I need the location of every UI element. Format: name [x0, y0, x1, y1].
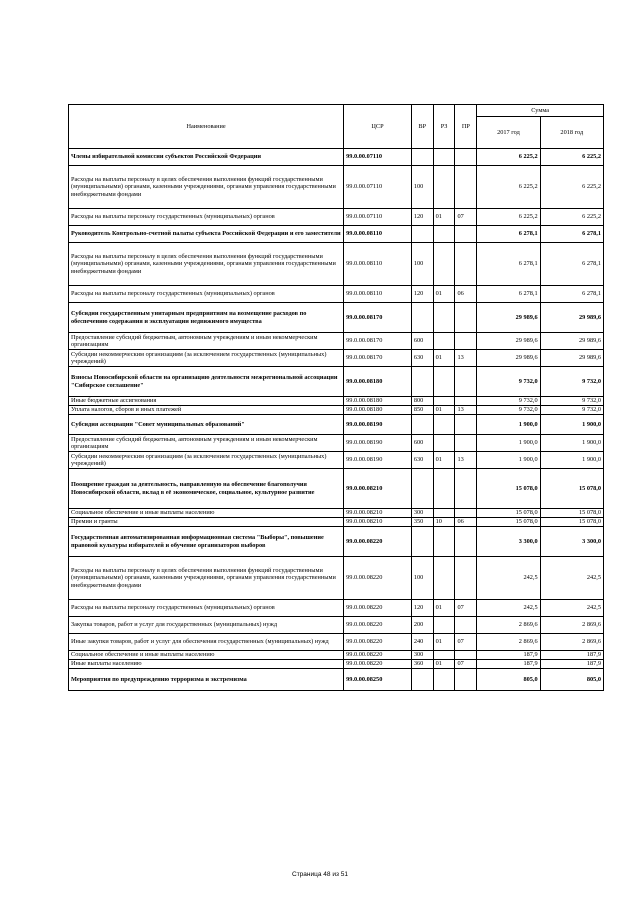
cell-pr: 13: [455, 406, 477, 415]
cell-vr: [411, 469, 433, 509]
cell-vr: 800: [411, 397, 433, 406]
cell-csr: 99.0.00.08210: [344, 469, 412, 509]
cell-pr: 06: [455, 286, 477, 303]
cell-2018: 6 278,1: [540, 226, 603, 243]
table-row: [69, 509, 604, 518]
cell-2017: 6 278,1: [477, 226, 540, 243]
cell-2017: 15 078,0: [477, 509, 540, 518]
cell-name: Субсидия ассоциации "Совет муниципальных образований": [69, 415, 344, 435]
cell-2018: 9 732,0: [540, 397, 603, 406]
table-row: [69, 435, 604, 452]
cell-2018: 6 225,2: [540, 149, 603, 166]
cell-2017: 187,9: [477, 651, 540, 660]
cell-name: Социальное обеспечение и иные выплаты населению: [69, 509, 344, 518]
table-row: [69, 333, 604, 350]
cell-2017: 9 732,0: [477, 397, 540, 406]
cell-csr: 99.0.00.08170: [344, 303, 412, 333]
cell-2018: 1 900,0: [540, 415, 603, 435]
table-row: [69, 660, 604, 669]
cell-pr: [455, 527, 477, 557]
cell-name: Иные бюджетные ассигнования: [69, 397, 344, 406]
cell-csr: 99.0.00.08190: [344, 435, 412, 452]
cell-vr: 300: [411, 509, 433, 518]
cell-rz: [433, 509, 455, 518]
cell-2018: 3 300,0: [540, 527, 603, 557]
cell-pr: [455, 149, 477, 166]
cell-csr: 99.0.00.08170: [344, 350, 412, 367]
cell-2018: 15 078,0: [540, 518, 603, 527]
cell-pr: [455, 243, 477, 286]
header-sum: Сумма: [477, 105, 604, 117]
cell-2018: 187,9: [540, 660, 603, 669]
cell-2017: 3 300,0: [477, 527, 540, 557]
cell-2018: 242,5: [540, 557, 603, 600]
cell-pr: [455, 617, 477, 634]
cell-rz: [433, 166, 455, 209]
cell-rz: 01: [433, 350, 455, 367]
cell-csr: 99.0.00.08220: [344, 557, 412, 600]
cell-2017: 2 869,6: [477, 617, 540, 634]
table-row: [69, 452, 604, 469]
cell-rz: [433, 527, 455, 557]
cell-csr: 99.0.00.08110: [344, 286, 412, 303]
header-pr: ПР: [455, 105, 477, 149]
table-row: [69, 669, 604, 691]
table-row: [69, 527, 604, 557]
cell-name: Иные выплаты населению: [69, 660, 344, 669]
table-row: [69, 651, 604, 660]
cell-name: Субсидии некоммерческим организациям (за исключением государственных (муниципальных) учреждений): [69, 350, 344, 367]
cell-vr: 630: [411, 452, 433, 469]
cell-name: Предоставление субсидий бюджетным, автономным учреждениям и иным некоммерческим организациям: [69, 435, 344, 452]
cell-vr: [411, 415, 433, 435]
cell-vr: 100: [411, 166, 433, 209]
table-row: [69, 350, 604, 367]
cell-pr: [455, 367, 477, 397]
table-row: [69, 557, 604, 600]
cell-name: Закупка товаров, работ и услуг для государственных (муниципальных) нужд: [69, 617, 344, 634]
cell-2017: 29 989,6: [477, 350, 540, 367]
cell-2017: 6 225,2: [477, 166, 540, 209]
cell-name: Расходы на выплаты персоналу в целях обеспечения выполнения функций государственными (муниципальными) органами, казенными учреждениями, органами управления государственными внебюджетными фондами: [69, 166, 344, 209]
cell-vr: 100: [411, 557, 433, 600]
cell-pr: [455, 415, 477, 435]
cell-rz: [433, 149, 455, 166]
table-row: [69, 367, 604, 397]
cell-csr: 99.0.00.08220: [344, 660, 412, 669]
cell-2017: 15 078,0: [477, 469, 540, 509]
table-row: [69, 166, 604, 209]
cell-2017: 9 732,0: [477, 406, 540, 415]
cell-rz: [433, 397, 455, 406]
cell-2017: 242,5: [477, 600, 540, 617]
cell-pr: 13: [455, 350, 477, 367]
cell-name: Взносы Новосибирской области на организацию деятельности межрегиональной ассоциации "Сибирское соглашение": [69, 367, 344, 397]
cell-pr: [455, 397, 477, 406]
cell-pr: 07: [455, 634, 477, 651]
cell-csr: 99.0.00.07110: [344, 149, 412, 166]
cell-csr: 99.0.00.08110: [344, 243, 412, 286]
cell-rz: [433, 651, 455, 660]
cell-2017: 6 225,2: [477, 209, 540, 226]
cell-2017: 1 900,0: [477, 452, 540, 469]
cell-pr: [455, 333, 477, 350]
cell-pr: [455, 509, 477, 518]
cell-csr: 99.0.00.08190: [344, 452, 412, 469]
cell-pr: [455, 651, 477, 660]
cell-csr: 99.0.00.08220: [344, 651, 412, 660]
table-row: [69, 415, 604, 435]
cell-rz: 01: [433, 286, 455, 303]
cell-pr: [455, 226, 477, 243]
cell-2017: 187,9: [477, 660, 540, 669]
cell-2017: 805,0: [477, 669, 540, 691]
cell-rz: [433, 367, 455, 397]
cell-2018: 1 900,0: [540, 435, 603, 452]
cell-2017: 29 989,6: [477, 303, 540, 333]
table-row: [69, 303, 604, 333]
cell-vr: 120: [411, 286, 433, 303]
cell-pr: [455, 166, 477, 209]
table-row: [69, 226, 604, 243]
cell-name: Расходы на выплаты персоналу в целях обеспечения выполнения функций государственными (муниципальными) органами, казенными учреждениями, органами управления государственными внебюджетными фондами: [69, 243, 344, 286]
cell-vr: 350: [411, 518, 433, 527]
cell-2017: 9 732,0: [477, 367, 540, 397]
cell-csr: 99.0.00.08110: [344, 226, 412, 243]
cell-2018: 242,5: [540, 600, 603, 617]
cell-2018: 2 869,6: [540, 617, 603, 634]
cell-name: Субсидии некоммерческим организациям (за исключением государственных (муниципальных) учреждений): [69, 452, 344, 469]
header-vr: ВР: [411, 105, 433, 149]
header-csr: ЦСР: [344, 105, 412, 149]
header-year-2018: 2018 год: [540, 117, 603, 149]
cell-2017: 6 225,2: [477, 149, 540, 166]
cell-csr: 99.0.00.08250: [344, 669, 412, 691]
cell-rz: 10: [433, 518, 455, 527]
cell-2018: 1 900,0: [540, 452, 603, 469]
cell-name: Члены избирательной комиссии субъектов Российской Федерации: [69, 149, 344, 166]
cell-2018: 29 989,6: [540, 303, 603, 333]
cell-rz: [433, 557, 455, 600]
cell-vr: 600: [411, 333, 433, 350]
cell-pr: 06: [455, 518, 477, 527]
cell-rz: 01: [433, 600, 455, 617]
cell-name: Государственная автоматизированная информационная система "Выборы", повышение правовой культуры избирателей и обучение организаторов выборов: [69, 527, 344, 557]
cell-rz: [433, 333, 455, 350]
cell-name: Субсидии государственным унитарным предприятиям на возмещение расходов по обеспечению содержания и эксплуатации недвижимого имущества: [69, 303, 344, 333]
cell-csr: 99.0.00.07110: [344, 166, 412, 209]
cell-2018: 6 278,1: [540, 243, 603, 286]
cell-rz: [433, 669, 455, 691]
cell-vr: [411, 303, 433, 333]
table-row: [69, 243, 604, 286]
cell-2018: 15 078,0: [540, 509, 603, 518]
cell-name: Уплата налогов, сборов и иных платежей: [69, 406, 344, 415]
cell-pr: 13: [455, 452, 477, 469]
cell-csr: 99.0.00.08220: [344, 527, 412, 557]
cell-name: Предоставление субсидий бюджетным, автономным учреждениям и иным некоммерческим организациям: [69, 333, 344, 350]
page-number: Страница 48 из 51: [292, 871, 348, 878]
cell-2017: 15 078,0: [477, 518, 540, 527]
cell-vr: 240: [411, 634, 433, 651]
cell-pr: [455, 435, 477, 452]
cell-vr: 300: [411, 651, 433, 660]
cell-rz: [433, 617, 455, 634]
table-row: [69, 406, 604, 415]
cell-vr: 600: [411, 435, 433, 452]
cell-pr: [455, 469, 477, 509]
cell-2018: 15 078,0: [540, 469, 603, 509]
cell-rz: 01: [433, 406, 455, 415]
cell-name: Расходы на выплаты персоналу государственных (муниципальных) органов: [69, 600, 344, 617]
cell-csr: 99.0.00.08180: [344, 367, 412, 397]
cell-name: Руководитель Контрольно-счетной палаты субъекта Российской Федерации и его заместители: [69, 226, 344, 243]
cell-csr: 99.0.00.08180: [344, 406, 412, 415]
header-year-2017: 2017 год: [477, 117, 540, 149]
cell-name: Иные закупки товаров, работ и услуг для обеспечения государственных (муниципальных) нужд: [69, 634, 344, 651]
header-rz: РЗ: [433, 105, 455, 149]
table-body: [69, 149, 604, 691]
budget-table: [68, 104, 604, 691]
cell-csr: 99.0.00.08220: [344, 634, 412, 651]
cell-2018: 187,9: [540, 651, 603, 660]
cell-2017: 6 278,1: [477, 286, 540, 303]
cell-csr: 99.0.00.08210: [344, 518, 412, 527]
cell-2018: 805,0: [540, 669, 603, 691]
cell-vr: 100: [411, 243, 433, 286]
cell-csr: 99.0.00.08210: [344, 509, 412, 518]
cell-2017: 2 869,6: [477, 634, 540, 651]
cell-2018: 9 732,0: [540, 406, 603, 415]
cell-csr: 99.0.00.08180: [344, 397, 412, 406]
cell-2017: 242,5: [477, 557, 540, 600]
table-row: [69, 634, 604, 651]
cell-vr: [411, 527, 433, 557]
cell-csr: 99.0.00.08220: [344, 617, 412, 634]
table-row: [69, 286, 604, 303]
cell-rz: [433, 435, 455, 452]
cell-2017: 29 989,6: [477, 333, 540, 350]
cell-vr: 120: [411, 209, 433, 226]
cell-pr: 07: [455, 660, 477, 669]
cell-csr: 99.0.00.08220: [344, 600, 412, 617]
cell-pr: 07: [455, 209, 477, 226]
cell-pr: [455, 669, 477, 691]
cell-csr: 99.0.00.07110: [344, 209, 412, 226]
cell-name: Социальное обеспечение и иные выплаты населению: [69, 651, 344, 660]
cell-pr: 07: [455, 600, 477, 617]
cell-2018: 6 278,1: [540, 286, 603, 303]
cell-name: Расходы на выплаты персоналу государственных (муниципальных) органов: [69, 209, 344, 226]
table-row: [69, 149, 604, 166]
cell-2018: 6 225,2: [540, 166, 603, 209]
table-header: [69, 105, 604, 149]
table-row: [69, 617, 604, 634]
cell-2018: 6 225,2: [540, 209, 603, 226]
header-name: Наименование: [69, 105, 344, 149]
cell-vr: [411, 669, 433, 691]
table-row: [69, 209, 604, 226]
cell-rz: 01: [433, 452, 455, 469]
cell-name: Поощрение граждан за деятельность, направленную на обеспечение благополучия Новосибирской области, вклад в её экономическое, социальное, культурное развитие: [69, 469, 344, 509]
cell-rz: [433, 243, 455, 286]
cell-name: Премии и гранты: [69, 518, 344, 527]
cell-rz: 01: [433, 634, 455, 651]
table-row: [69, 397, 604, 406]
table-row: [69, 469, 604, 509]
cell-vr: [411, 226, 433, 243]
cell-rz: 01: [433, 209, 455, 226]
cell-vr: [411, 149, 433, 166]
cell-2018: 9 732,0: [540, 367, 603, 397]
cell-vr: 360: [411, 660, 433, 669]
cell-rz: [433, 469, 455, 509]
cell-rz: [433, 303, 455, 333]
table-row: [69, 600, 604, 617]
cell-rz: 01: [433, 660, 455, 669]
cell-2018: 29 989,6: [540, 350, 603, 367]
cell-2017: 1 900,0: [477, 415, 540, 435]
cell-name: Расходы на выплаты персоналу в целях обеспечения выполнения функций государственными (муниципальными) органами, казенными учреждениями, органами управления государственными внебюджетными фондами: [69, 557, 344, 600]
cell-pr: [455, 303, 477, 333]
cell-vr: 120: [411, 600, 433, 617]
cell-2018: 2 869,6: [540, 634, 603, 651]
cell-vr: [411, 367, 433, 397]
cell-vr: 200: [411, 617, 433, 634]
cell-rz: [433, 226, 455, 243]
table-row: [69, 518, 604, 527]
cell-name: Расходы на выплаты персоналу государственных (муниципальных) органов: [69, 286, 344, 303]
cell-vr: 850: [411, 406, 433, 415]
cell-rz: [433, 415, 455, 435]
cell-name: Мероприятия по предупреждению терроризма и экстремизма: [69, 669, 344, 691]
cell-csr: 99.0.00.08190: [344, 415, 412, 435]
cell-2018: 29 989,6: [540, 333, 603, 350]
cell-2017: 1 900,0: [477, 435, 540, 452]
cell-vr: 630: [411, 350, 433, 367]
cell-2017: 6 278,1: [477, 243, 540, 286]
cell-csr: 99.0.00.08170: [344, 333, 412, 350]
cell-pr: [455, 557, 477, 600]
